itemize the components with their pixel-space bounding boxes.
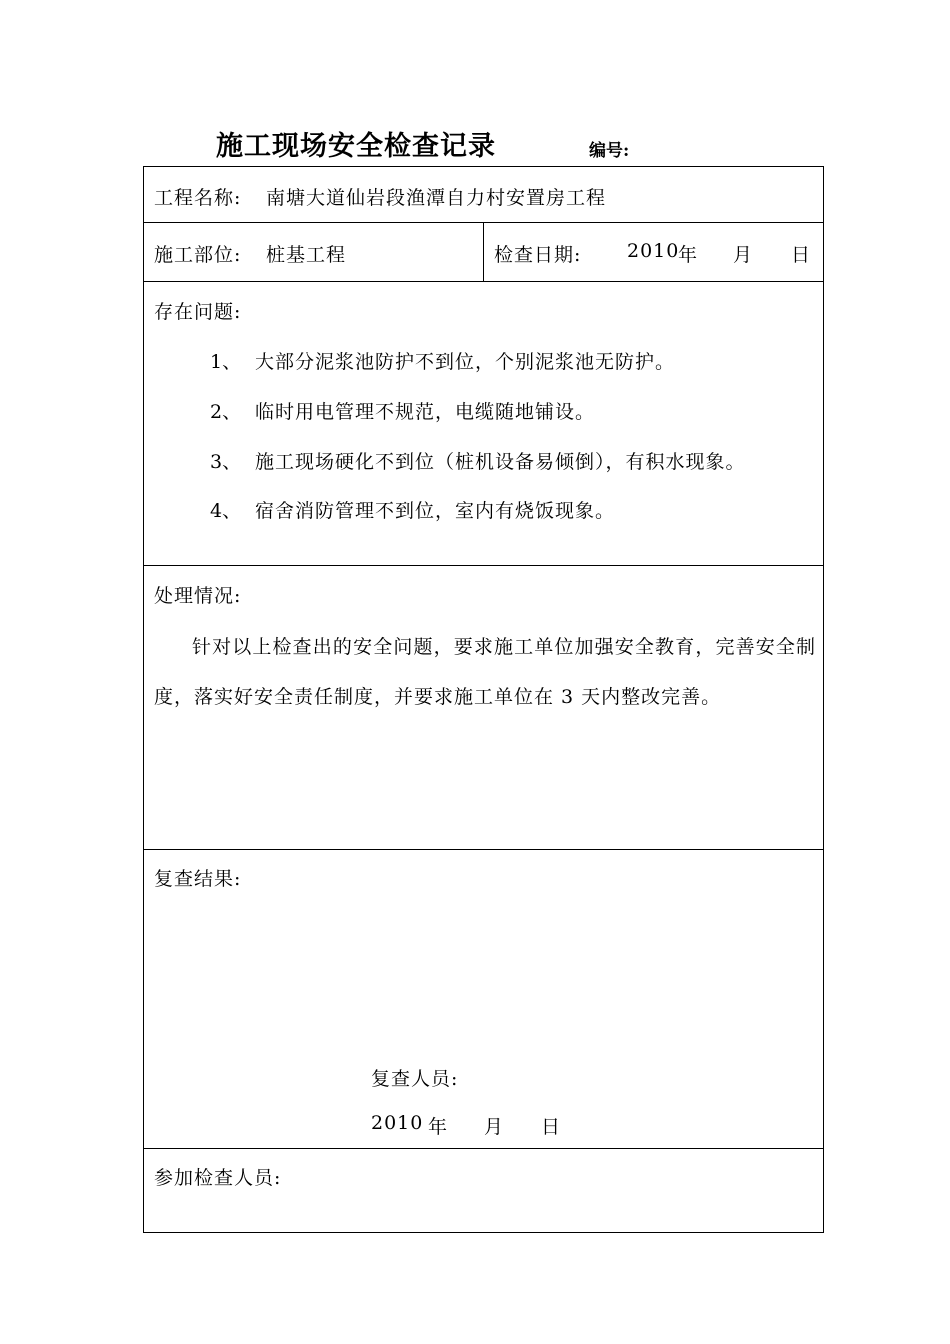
serial-number-label: 编号: xyxy=(589,141,630,161)
inspection-date-day-unit: 日 xyxy=(791,244,812,266)
issue-number: 1、 xyxy=(210,351,242,373)
location-label: 施工部位: xyxy=(154,244,242,266)
inspection-form xyxy=(143,166,824,1233)
issue-text: 施工现场硬化不到位（桩机设备易倾倒），有积水现象。 xyxy=(255,451,746,473)
page-title: 施工现场安全检查记录 xyxy=(216,131,496,162)
recheck-label: 复查结果: xyxy=(154,868,242,890)
recheck-date-year: 2010 xyxy=(371,1112,424,1134)
issue-number: 4、 xyxy=(210,500,242,522)
recheck-date-day-unit: 日 xyxy=(541,1116,562,1138)
participants-label: 参加检查人员: xyxy=(154,1167,282,1189)
inspection-date-year: 2010 xyxy=(627,240,680,262)
recheck-row xyxy=(144,850,823,1149)
inspection-date-month-unit: 月 xyxy=(733,244,754,266)
project-label: 工程名称: xyxy=(154,187,242,209)
location-value: 桩基工程 xyxy=(266,244,347,266)
project-row xyxy=(144,167,823,223)
issue-text: 大部分泥浆池防护不到位，个别泥浆池无防护。 xyxy=(255,351,676,373)
inspection-date-label: 检查日期: xyxy=(494,244,582,266)
issue-text: 临时用电管理不规范，电缆随地铺设。 xyxy=(255,401,596,423)
inspection-date-year-unit: 年 xyxy=(678,244,699,266)
handling-label: 处理情况: xyxy=(154,585,242,607)
issues-label: 存在问题: xyxy=(154,301,242,323)
issue-text: 宿舍消防管理不到位，室内有烧饭现象。 xyxy=(255,500,616,522)
column-divider xyxy=(483,223,484,281)
handling-row xyxy=(144,566,823,850)
recheck-inspector-label: 复查人员: xyxy=(371,1068,459,1090)
issue-number: 2、 xyxy=(210,401,242,423)
issue-number: 3、 xyxy=(210,451,242,473)
location-date-row xyxy=(144,223,823,282)
participants-row xyxy=(144,1149,823,1232)
recheck-date-month-unit: 月 xyxy=(484,1116,505,1138)
issues-row xyxy=(144,282,823,566)
project-value: 南塘大道仙岩段渔潭自力村安置房工程 xyxy=(266,187,607,209)
recheck-date-year-unit: 年 xyxy=(428,1116,449,1138)
handling-text: 针对以上检查出的安全问题，要求施工单位加强安全教育，完善安全制度，落实好安全责任制度，并要求施工单位在 3 天内整改完善。 xyxy=(154,636,816,708)
